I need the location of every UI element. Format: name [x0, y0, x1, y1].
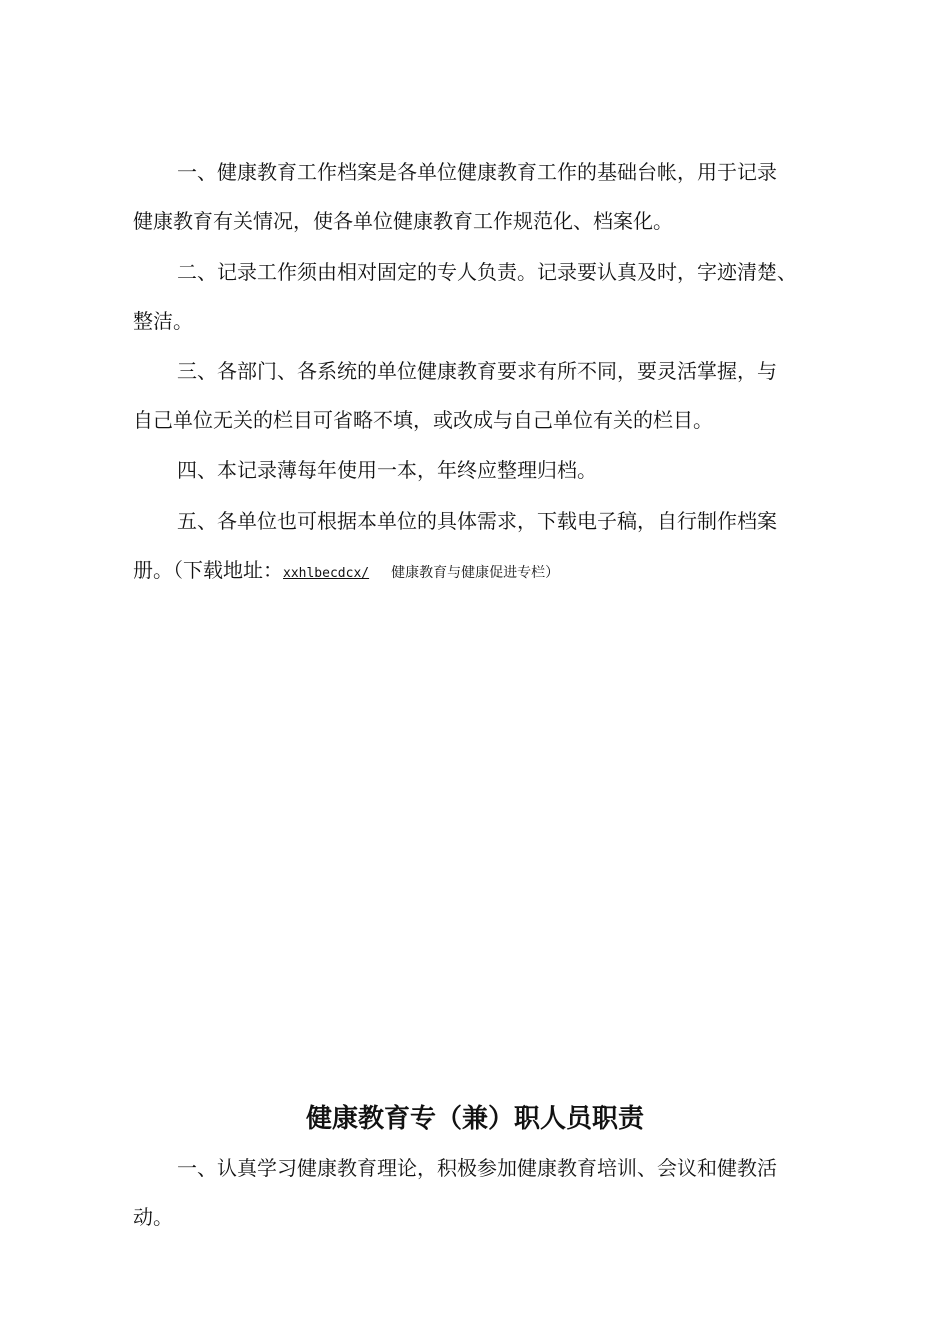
duty-item-1-line-2: 动。 — [133, 1205, 173, 1229]
duty-item-1-line-1: 一、认真学习健康教育理论，积极参加健康教育培训、会议和健教活 — [177, 1156, 777, 1180]
instruction-item-1 — [133, 148, 873, 246]
instruction-item-3 — [133, 347, 873, 445]
duty-item-1 — [133, 1144, 873, 1242]
instruction-item-5 — [133, 497, 873, 598]
instruction-item-1-line-1: 一、健康教育工作档案是各单位健康教育工作的基础台帐，用于记录 — [177, 160, 777, 184]
instruction-item-3-line-1: 三、各部门、各系统的单位健康教育要求有所不同，要灵活掌握，与 — [177, 359, 777, 383]
instruction-item-2-line-1: 二、记录工作须由相对固定的专人负责。记录要认真及时，字迹清楚、 — [177, 260, 797, 284]
instruction-item-1-line-2: 健康教育有关情况，使各单位健康教育工作规范化、档案化。 — [133, 209, 673, 233]
instruction-item-4-line-1: 四、本记录薄每年使用一本，年终应整理归档。 — [177, 458, 597, 482]
instruction-item-5-line-1: 五、各单位也可根据本单位的具体需求，下载电子稿，自行制作档案 — [177, 509, 777, 533]
instruction-item-2 — [133, 248, 873, 346]
download-column-note: 健康教育与健康促进专栏） — [391, 565, 560, 581]
instruction-item-4 — [133, 446, 873, 495]
section-title: 健康教育专（兼）职人员职责 — [305, 1104, 644, 1134]
instruction-item-3-line-2: 自己单位无关的栏目可省略不填，或改成与自己单位有关的栏目。 — [133, 408, 713, 432]
download-prefix: 册。（下载地址： — [133, 558, 283, 582]
instruction-item-5-line-2 — [133, 546, 873, 598]
instruction-item-2-line-2: 整洁。 — [133, 309, 193, 333]
download-url-link[interactable]: xxhlbecdcx/ — [283, 566, 370, 581]
